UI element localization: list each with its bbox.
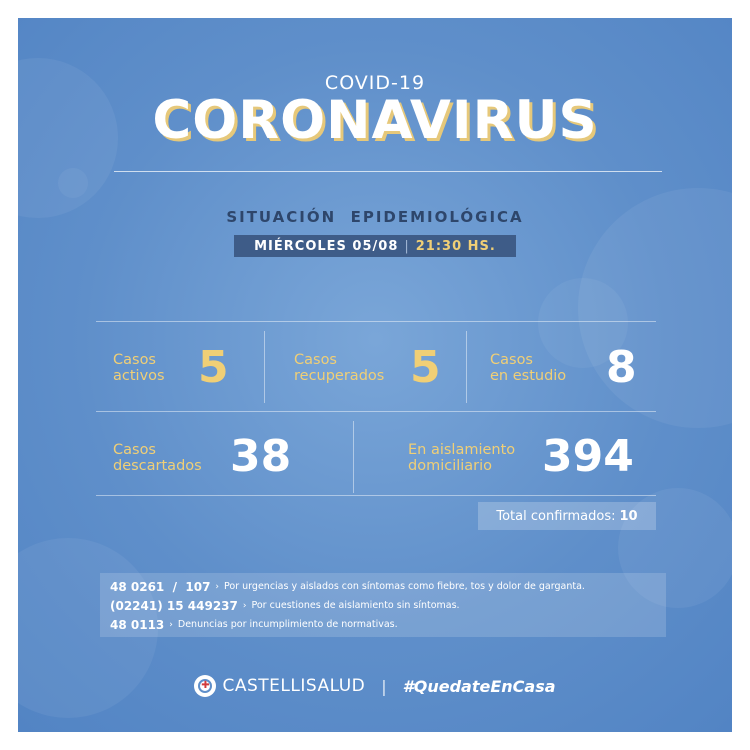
date-time: 21:30 HS. <box>415 238 496 254</box>
contact-number: (02241) 15 449237 <box>110 598 238 613</box>
stat-activos-value: 5 <box>198 342 229 393</box>
stat-label-line: recuperados <box>294 368 385 384</box>
date-badge <box>234 235 516 257</box>
grid-divider <box>264 331 265 403</box>
footer-separator: | <box>381 676 387 696</box>
stat-descartados-value: 38 <box>230 431 292 482</box>
stat-label-line: En aislamiento <box>408 442 516 458</box>
stat-label-line: Casos <box>113 442 156 458</box>
infographic-card <box>18 18 732 732</box>
stat-label-line: activos <box>113 368 165 384</box>
stat-label-line: Casos <box>490 352 533 368</box>
contact-number: 48 0113 <box>110 617 165 632</box>
chevron-right-icon: › <box>169 619 173 630</box>
total-confirmed-badge <box>478 502 656 530</box>
contact-row <box>110 596 656 615</box>
grid-divider <box>96 321 656 322</box>
logo-ring <box>198 679 212 693</box>
contact-row <box>110 577 656 596</box>
date-separator: | <box>404 238 410 254</box>
stat-aislamiento-label <box>408 442 515 474</box>
total-label: Total confirmados: <box>496 508 616 524</box>
stat-estudio-label <box>490 352 566 384</box>
footer-brand: CASTELLISALUD <box>222 676 366 696</box>
contact-description: Por urgencias y aislados con síntomas como fiebre, tos y dolor de garganta. <box>224 581 585 592</box>
total-value: 10 <box>619 508 638 524</box>
header-subtitle: COVID-19 <box>324 72 426 94</box>
cross-icon: ✚ <box>201 680 210 691</box>
grid-divider <box>466 331 467 403</box>
contact-description: Denuncias por incumplimiento de normativas. <box>177 619 398 630</box>
stat-activos-label <box>113 352 165 384</box>
virus-decoration <box>58 168 88 198</box>
header-title: CORONAVIRUS <box>152 90 598 151</box>
chevron-right-icon: › <box>242 600 247 611</box>
grid-divider <box>353 421 354 493</box>
stat-label-line: Casos <box>113 352 156 368</box>
contact-row <box>110 615 656 634</box>
stat-recuperados-label <box>294 352 384 384</box>
footer <box>18 673 732 699</box>
date-day: MIÉRCOLES 05/08 <box>254 238 399 254</box>
stat-descartados-label <box>113 442 202 474</box>
grid-divider <box>96 495 656 496</box>
stat-label-line: Casos <box>294 352 337 368</box>
grid-divider <box>96 411 656 412</box>
castelli-cross-logo-icon <box>194 675 216 697</box>
situation-title: SITUACIÓN EPIDEMIOLÓGICA <box>226 208 524 226</box>
contact-description: Por cuestiones de aislamiento sin síntomas. <box>251 600 460 611</box>
stat-label-line: domiciliario <box>408 458 493 474</box>
chevron-right-icon: › <box>215 581 220 592</box>
stat-label-line: descartados <box>113 458 202 474</box>
stat-aislamiento-value: 394 <box>542 431 634 482</box>
stat-estudio-value: 8 <box>606 342 637 393</box>
contact-list <box>100 573 666 637</box>
contact-number: 48 0261 / 107 <box>110 579 211 594</box>
footer-hashtag: #QuedateEnCasa <box>402 676 556 696</box>
stat-recuperados-value: 5 <box>410 342 441 393</box>
stat-label-line: en estudio <box>490 368 567 384</box>
title-divider <box>114 171 662 172</box>
